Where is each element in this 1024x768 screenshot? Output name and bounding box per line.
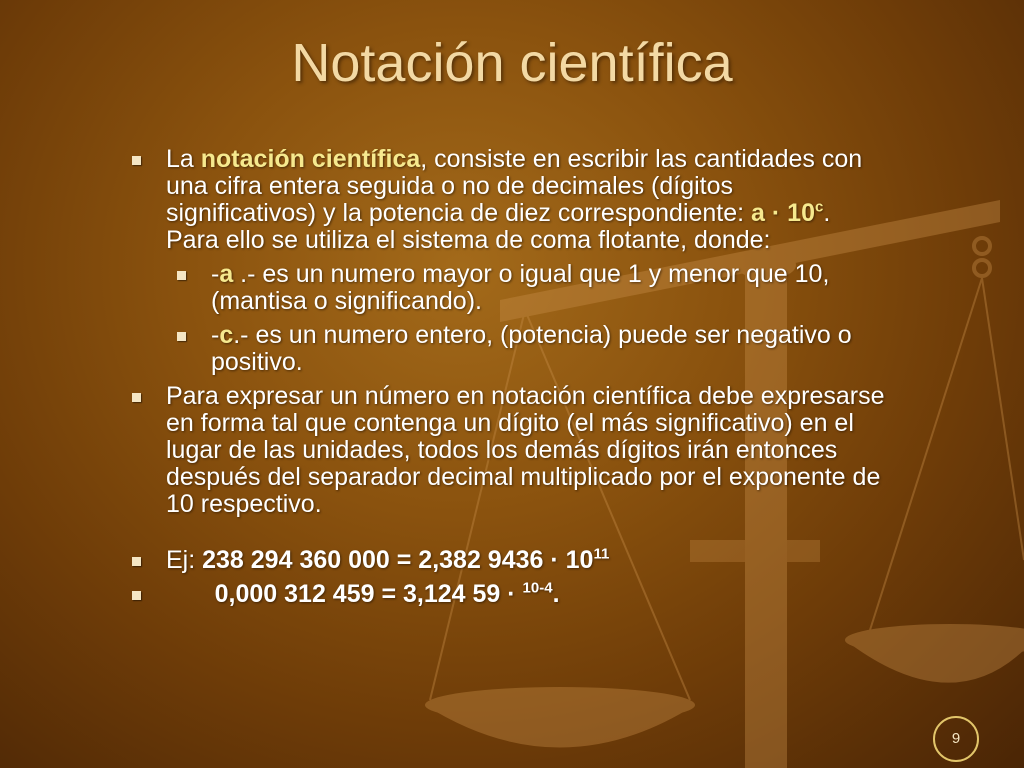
square-bullet-icon xyxy=(132,393,141,402)
sub-c-dash: - xyxy=(211,321,220,349)
bullet-example-2 xyxy=(128,581,888,608)
definition-text-2: , consiste en escribir las cantidades con una cifra entera seguida o no de decimales (dígitos significativos) y la potencia de diez correspondiente: xyxy=(166,145,863,227)
square-bullet-icon xyxy=(132,557,141,566)
example-2-expression: 0,000 312 459 = 3,124 59 · xyxy=(214,580,523,608)
example-2-indent xyxy=(166,580,215,608)
definition-text-3: . Para ello se utiliza el sistema de coma flotante, donde: xyxy=(166,199,831,254)
page-number-badge: 9 xyxy=(933,716,979,762)
example-2-end: . xyxy=(552,580,560,608)
example-label: Ej: xyxy=(166,546,203,574)
slide-content xyxy=(128,146,888,615)
bullet-procedure xyxy=(128,383,888,518)
example-1-exponent: 11 xyxy=(593,545,610,563)
sub-a-text: .- es un numero mayor o igual que 1 y menor que 10, (mantisa o significando). xyxy=(211,260,830,315)
sub-bullet-c xyxy=(173,322,888,376)
definition-text-1: La xyxy=(166,145,201,173)
sub-c-text: .- es un numero entero, (potencia) puede ser negativo o positivo. xyxy=(211,321,852,376)
definition-formula xyxy=(751,199,823,227)
example-2-exponent: 10-4 xyxy=(522,579,553,597)
formula-base: a · 10 xyxy=(751,199,815,227)
square-bullet-icon xyxy=(132,591,141,600)
definition-term: notación científica xyxy=(200,145,421,173)
example-1-expression: 238 294 360 000 = 2,382 9436 · 10 xyxy=(202,546,594,574)
sub-a-dash: - xyxy=(211,260,220,288)
sub-a-variable: a xyxy=(219,260,234,288)
slide-title: Notación científica xyxy=(291,33,733,93)
procedure-text: Para expresar un número en notación científica debe expresarse en forma tal que contenga un dígito (el más significativo) en el lugar de las unidades, todos los demás dígitos irán entonces después del separador decimal multiplicado por el exponente de 10 respectivo. xyxy=(166,382,885,518)
bullet-example-1 xyxy=(128,547,888,574)
bullet-definition xyxy=(128,146,888,254)
sub-bullet-a xyxy=(173,261,888,315)
sub-c-variable: c xyxy=(219,321,234,349)
square-bullet-icon xyxy=(132,156,141,165)
square-bullet-icon xyxy=(177,271,186,280)
formula-exponent: c xyxy=(814,198,824,216)
square-bullet-icon xyxy=(177,332,186,341)
